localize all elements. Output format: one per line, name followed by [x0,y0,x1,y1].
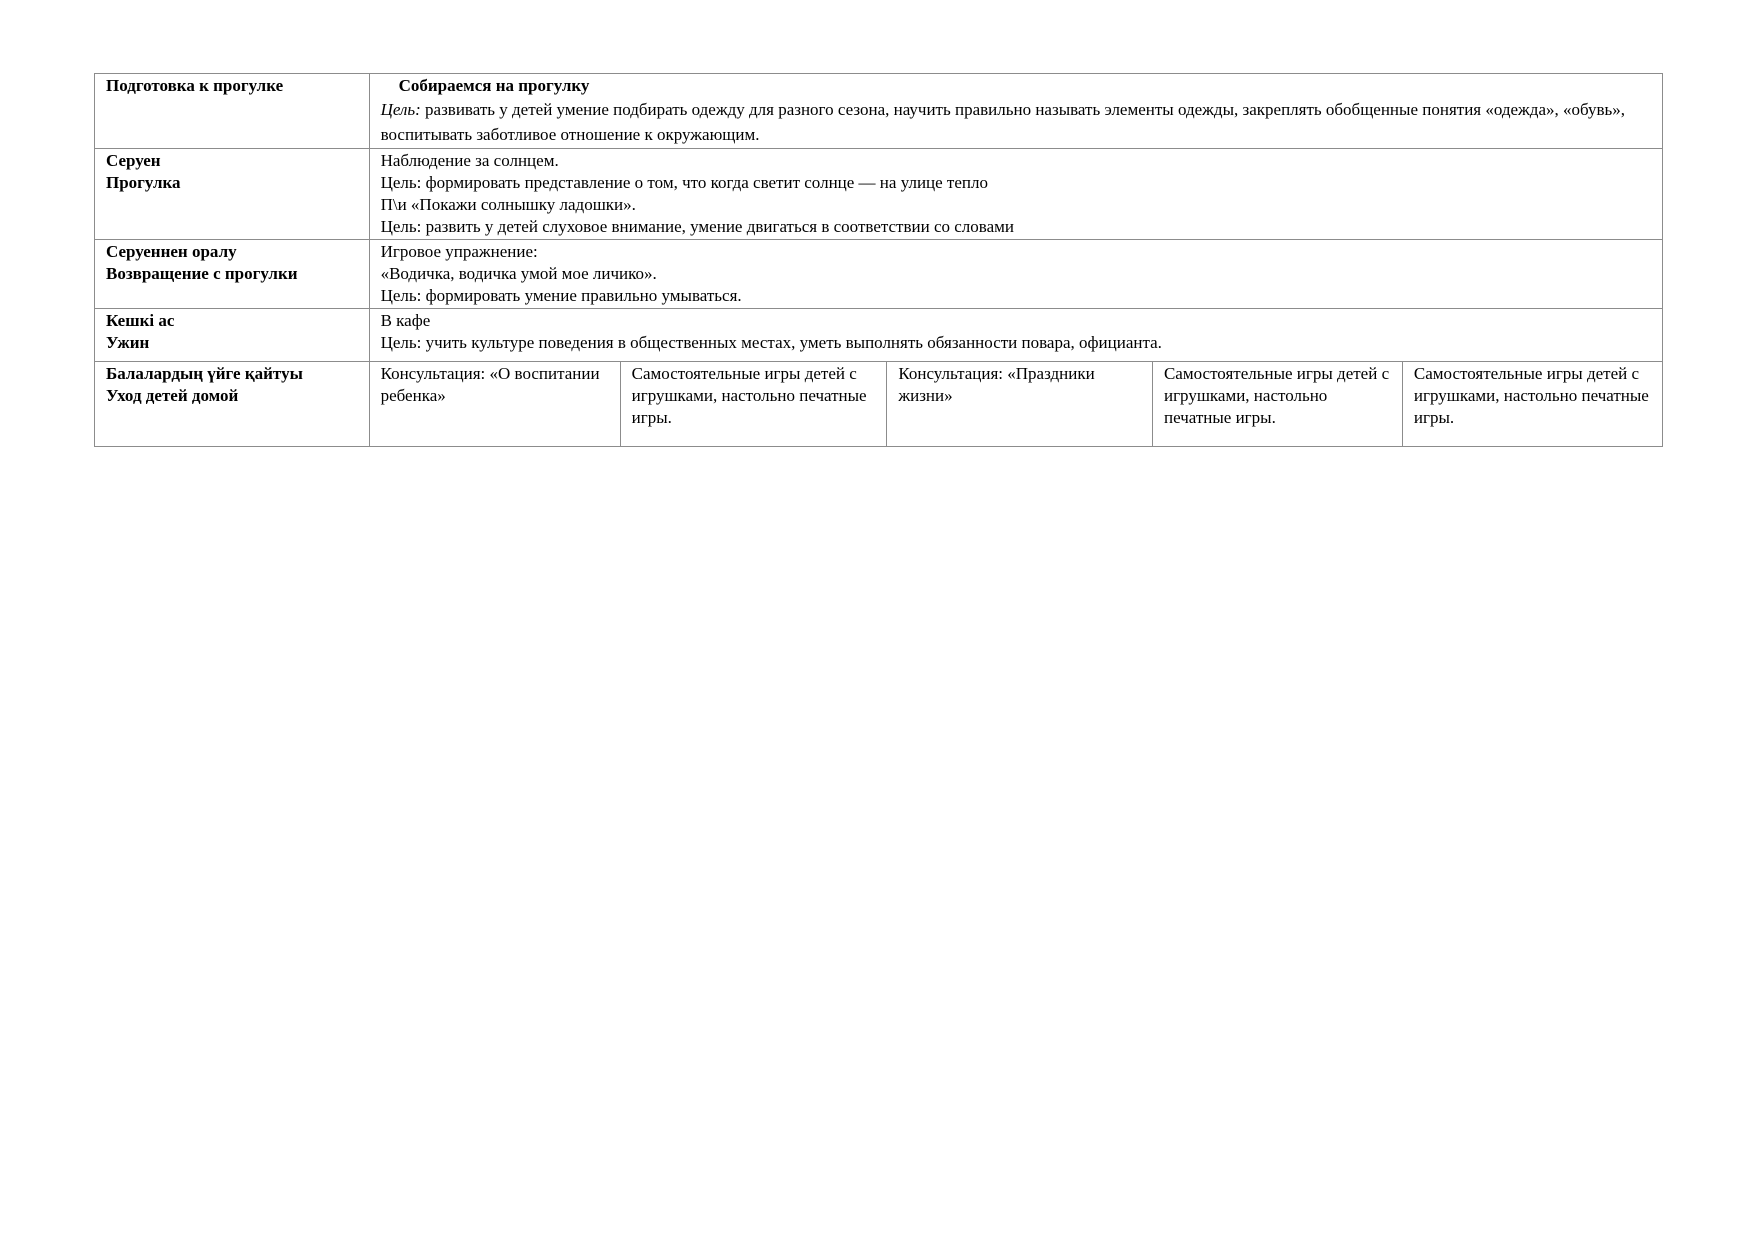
goal-text: развивать у детей умение подбирать одежду для разного сезона, научить правильно называть элементы одежды, закреплять обобщенные понятия «одежда», «обувь», воспитывать заботливое отношение к окружающим. [380,100,1626,144]
day-cell-3: Консультация: «Праздники жизни» [887,362,1153,447]
row-label-cell [95,362,370,447]
content-line: П\и «Покажи солнышку ладошки». [380,195,636,214]
row-content-cell [369,309,1662,362]
day-cell-4: Самостоятельные игры детей с игрушками, настольно печатные игры. [1152,362,1402,447]
goal-label: Цель: [380,100,421,119]
row-label-russian: Возвращение с прогулки [106,264,298,283]
activity-title: Собираемся на прогулку [398,76,590,95]
day-cell-5: Самостоятельные игры детей с игрушками, настольно печатные игры. [1402,362,1662,447]
content-line: Наблюдение за солнцем. [380,151,559,170]
row-content-cell [369,74,1662,149]
content-line: Игровое упражнение: [380,242,538,261]
row-label-russian: Прогулка [106,173,181,192]
content-line: Цель: формировать представление о том, что когда светит солнце — на улице тепло [380,173,988,192]
row-label-cell [95,309,370,362]
row-label-russian: Ужин [106,333,150,352]
row-label-kazakh: Кешкі ас [106,311,175,330]
row-label-kazakh: Серуен [106,151,161,170]
content-line: В кафе [380,311,431,330]
table-row-walk [95,149,1663,240]
row-label-russian: Уход детей домой [106,386,239,405]
content-line: Цель: формировать умение правильно умываться. [380,286,742,305]
row-label-cell [95,149,370,240]
daily-plan-table [94,73,1663,447]
row-content-cell [369,240,1662,309]
table-row-walk-preparation [95,74,1663,149]
row-label-kazakh: Серуеннен оралу [106,242,237,261]
row-content-cell [369,149,1662,240]
row-label-cell [95,240,370,309]
row-label-cell [95,74,370,149]
goal-paragraph [381,97,1652,147]
row-label: Подготовка к прогулке [106,76,284,95]
day-cell-1: Консультация: «О воспитании ребенка» [369,362,620,447]
content-line: Цель: развить у детей слуховое внимание, умение двигаться в соответствии со словами [380,217,1014,236]
table-row-return-from-walk [95,240,1663,309]
content-line: Цель: учить культуре поведения в общественных местах, уметь выполнять обязанности повара, официанта. [380,333,1162,352]
day-cell-2: Самостоятельные игры детей с игрушками, настольно печатные игры. [620,362,887,447]
table-row-dinner [95,309,1663,362]
row-label-kazakh: Балалардың үйге қайтуы [106,364,303,383]
content-line: «Водичка, водичка умой мое личико». [380,264,657,283]
table-row-children-going-home [95,362,1663,447]
